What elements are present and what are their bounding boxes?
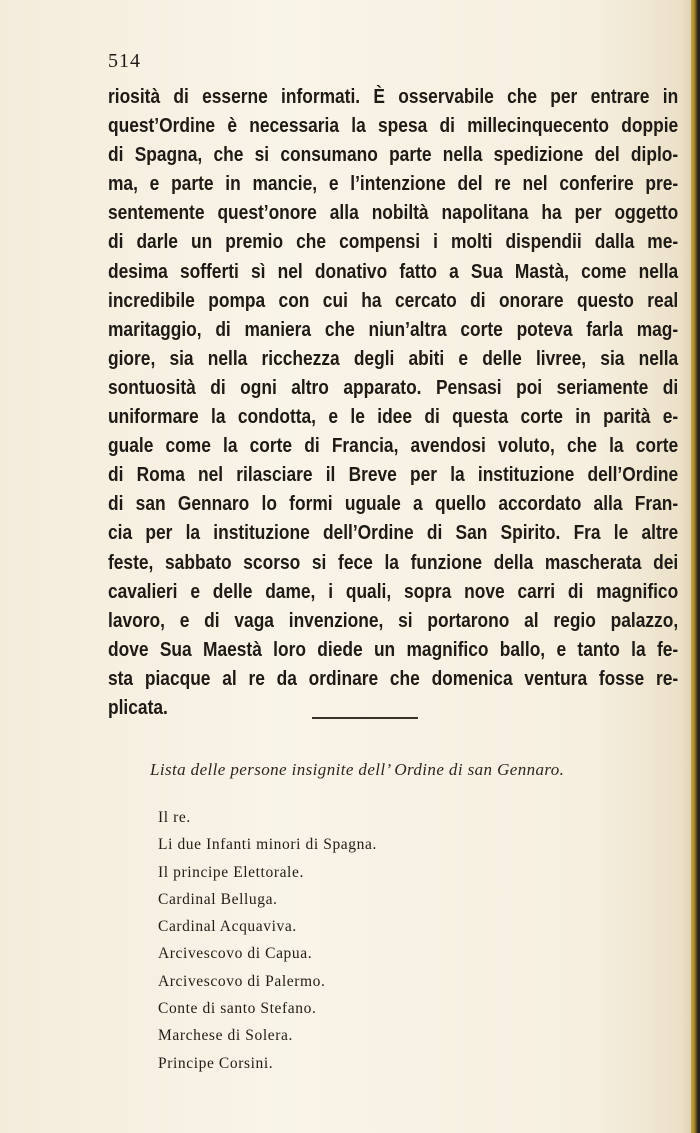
text-line: di darle un premio che compensi i molti dispendii dalla me- [108,231,679,254]
text-line: giore, sia nella ricchezza degli abiti e delle livree, sia nella [108,347,679,370]
text-line: sontuosità di ogni altro apparato. Pensasi poi seriamente di [108,376,679,399]
list-item: Il principe Elettorale. [158,863,304,881]
text-line: di Spagna, che si consumano parte nella spedizione del diplo- [108,144,679,167]
text-line: lavoro, e di vaga invenzione, si portarono al regio palazzo, [108,609,679,632]
list-item: Cardinal Acquaviva. [158,918,297,936]
text-line: cavalieri e delle dame, i quali, sopra nove carri di magnifico [108,580,679,603]
body-paragraph [108,83,678,723]
text-line: cia per la instituzione dell’Ordine di San Spirito. Fra le altre [108,522,679,545]
list-item: Li due Infanti minori di Spagna. [158,836,377,854]
list-item: Cardinal Belluga. [158,890,278,908]
list-title: Lista delle persone insignite dell’ Ordine di san Gennaro. [150,760,565,779]
text-line: di Roma nel rilasciare il Breve per la instituzione dell’Ordine [108,464,679,487]
text-line: guale come la corte di Francia, avendosi voluto, che la corte [108,435,679,458]
text-line: dove Sua Maestà loro diede un magnifico ballo, e tanto la fe- [108,638,679,661]
text-line: di san Gennaro lo formi uguale a quello accordato alla Fran- [108,493,679,516]
text-line: plicata. [108,696,168,719]
members-list [158,804,377,1077]
list-item: Conte di santo Stefano. [158,1000,317,1018]
text-line: sta piacque al re da ordinare che domenica ventura fosse re- [108,667,679,690]
list-item: Principe Corsini. [158,1054,274,1072]
text-line: ma, e parte in mancie, e l’intenzione del re nel conferire pre- [108,173,679,196]
list-item: Il re. [158,809,191,826]
page-number: 514 [108,50,141,72]
page-edge [691,0,700,1133]
list-item: Marchese di Solera. [158,1027,293,1045]
text-line: incredibile pompa con cui ha cercato di onorare questo real [108,289,679,312]
text-line: riosità di esserne informati. È osservabile che per entrare in [108,86,679,108]
text-line: feste, sabbato scorso si fece la funzione della mascherata dei [108,551,679,574]
list-item: Arcivescovo di Capua. [158,945,313,963]
list-item: Arcivescovo di Palermo. [158,972,326,990]
text-line: sentemente quest’onore alla nobiltà napolitana ha per oggetto [108,202,679,225]
section-divider [312,717,418,719]
text-line: desima sofferti sì nel donativo fatto a Sua Mastà, come nella [108,260,679,283]
text-line: uniformare la condotta, e le idee di questa corte in parità e- [108,406,679,429]
text-line: maritaggio, di maniera che niun’altra corte poteva farla mag- [108,318,679,341]
text-line: quest’Ordine è necessaria la spesa di millecinquecento doppie [108,115,679,138]
